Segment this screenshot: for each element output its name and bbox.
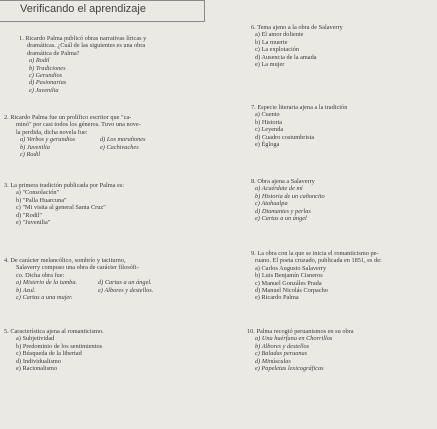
option-d[interactable]: d) Manuel Nicolás Corpacho bbox=[255, 287, 328, 295]
question-2 bbox=[4, 114, 145, 158]
option-a[interactable]: a) Rodil bbox=[29, 57, 50, 65]
option-e[interactable]: e) Égloga bbox=[255, 141, 280, 149]
option-c[interactable]: c) La explotación bbox=[255, 46, 300, 54]
option-d[interactable]: d) Diamantes y perlas bbox=[255, 207, 311, 215]
question-stem: Palma recogió peruanismos en su obra bbox=[256, 328, 354, 335]
option-c[interactable]: c) Atahualpa bbox=[255, 200, 288, 208]
option-b[interactable]: b) La muerte bbox=[255, 38, 288, 46]
option-b[interactable]: b) Predominio de los sentimientos bbox=[16, 342, 103, 350]
question-number: 8. bbox=[251, 178, 256, 185]
question-1 bbox=[19, 35, 146, 94]
option-b[interactable]: b) Azul. bbox=[16, 286, 36, 294]
option-e[interactable]: e) Juvenilia bbox=[29, 86, 59, 94]
option-b[interactable]: b) Luis Benjamín Cisneros bbox=[255, 272, 323, 280]
option-d[interactable]: d) Minúsculas bbox=[255, 357, 291, 365]
option-a[interactable]: a) Misterio de la tumba. bbox=[16, 279, 78, 287]
question-number: 4. bbox=[4, 257, 9, 264]
option-d[interactable]: d) Individualismo bbox=[16, 357, 61, 365]
option-e[interactable]: e) Ricardo Palma bbox=[255, 294, 299, 302]
question-stem: dramáticas. ¿Cuál de las siguientes es una obra bbox=[27, 42, 146, 50]
question-6 bbox=[251, 24, 343, 68]
option-c[interactable]: c) "Mi visita al general Santa Cruz" bbox=[16, 204, 106, 212]
question-4 bbox=[4, 257, 153, 301]
option-c[interactable]: c) Cartas a una mujer. bbox=[16, 294, 73, 302]
option-a[interactable]: a) Cuento bbox=[255, 111, 280, 119]
question-number: 3. bbox=[4, 182, 9, 189]
option-c[interactable]: c) Búsqueda de la libertad bbox=[16, 350, 82, 358]
option-d[interactable]: d) Cuadro costumbrista bbox=[255, 133, 315, 141]
option-b[interactable]: b) Historia de un cañoncito bbox=[255, 192, 325, 200]
question-stem: Salaverry compuso una obra de carácter filosófi- bbox=[16, 264, 139, 272]
question-number: 10. bbox=[247, 328, 255, 335]
option-d[interactable]: d) Los marañones bbox=[100, 136, 146, 144]
option-e[interactable]: e) Papeletas lexicográficas bbox=[255, 365, 324, 373]
question-number: 5. bbox=[4, 328, 9, 335]
question-stem: Tema ajeno a la obra de Salaverry bbox=[257, 24, 343, 31]
question-stem: De carácter melancólico, sombrío y taciturno, bbox=[10, 257, 126, 264]
option-e[interactable]: e) Albores y destellos. bbox=[98, 286, 154, 294]
question-stem: Ricardo Palma publicó obras narrativas líricas y bbox=[25, 35, 147, 42]
question-stem: La primera tradición publicada por Palma es: bbox=[10, 182, 124, 189]
question-stem: La obra con la que se inicia el romanticismo pe- bbox=[257, 250, 379, 257]
option-e[interactable]: e) Cachivaches bbox=[100, 143, 139, 151]
option-b[interactable]: b) Juvenilia bbox=[20, 143, 50, 151]
option-e[interactable]: e) "Juvenilia" bbox=[16, 219, 51, 227]
question-9 bbox=[251, 250, 382, 302]
option-c[interactable]: c) Manuel Gonzáles Prada bbox=[255, 279, 322, 287]
option-a[interactable]: a) Carlos Augusto Salaverry bbox=[255, 264, 327, 272]
question-number: 6. bbox=[251, 24, 256, 31]
question-stem: dramática de Palma? bbox=[27, 49, 80, 57]
option-b[interactable]: b) Historia bbox=[255, 118, 283, 126]
option-e[interactable]: e) Racionalismo bbox=[16, 365, 58, 373]
option-d[interactable]: d) Cartas a un ángel. bbox=[98, 279, 152, 287]
question-stem: Obra ajena a Salaverry bbox=[257, 178, 315, 185]
option-a[interactable]: a) "Consolación" bbox=[16, 189, 60, 197]
question-3 bbox=[4, 182, 124, 226]
option-a[interactable]: a) Una huérfana en Chorrillos bbox=[255, 335, 333, 343]
option-e[interactable]: e) La mujer bbox=[255, 61, 285, 69]
question-5 bbox=[4, 328, 104, 372]
question-number: 7. bbox=[251, 104, 256, 111]
section-header bbox=[0, 0, 205, 22]
option-d[interactable]: d) Pasionarias bbox=[29, 79, 67, 87]
question-stem: minó" por casi todos los géneros. Tuvo una nove- bbox=[16, 121, 141, 129]
option-b[interactable]: b) Tradiciones bbox=[29, 64, 66, 72]
option-c[interactable]: c) Rodil bbox=[20, 151, 41, 159]
option-e[interactable]: e) Cartas a un ángel bbox=[255, 215, 307, 223]
question-stem: Ricardo Palma fue un prolífico escritor que "ca- bbox=[10, 114, 132, 121]
question-stem: la perdida, dicha novela fue: bbox=[16, 128, 88, 136]
option-a[interactable]: a) Verbos y gerundios bbox=[20, 136, 76, 144]
question-number: 2. bbox=[4, 114, 9, 121]
option-a[interactable]: a) El amor doliente bbox=[255, 31, 304, 39]
option-c[interactable]: c) Baladas peruanas bbox=[255, 350, 308, 358]
option-b[interactable]: b) "Palla Huarcuna" bbox=[16, 196, 67, 204]
option-c[interactable]: c) Leyenda bbox=[255, 126, 284, 134]
question-stem: Característica ajena al romanticismo. bbox=[10, 328, 104, 335]
question-number: 9. bbox=[251, 250, 256, 257]
option-a[interactable]: a) Acuérdate de mí bbox=[255, 185, 303, 193]
section-title: Verificando el aprendizaje bbox=[20, 3, 146, 15]
question-stem: co. Dicha obra fue: bbox=[16, 271, 65, 279]
option-c[interactable]: c) Gerundios bbox=[29, 72, 63, 80]
option-d[interactable]: d) "Rodil" bbox=[16, 211, 42, 219]
option-b[interactable]: b) Albores y destellos bbox=[255, 342, 310, 350]
question-8 bbox=[251, 178, 325, 222]
question-stem: Especie literaria ajena a la tradición bbox=[257, 104, 348, 111]
question-7 bbox=[251, 104, 347, 148]
question-stem: ruano. El poeta cruzado, publicada en 1851, es de: bbox=[255, 257, 382, 265]
question-number: 1. bbox=[19, 35, 24, 42]
option-a[interactable]: a) Subjetividad bbox=[16, 335, 55, 343]
question-10 bbox=[247, 328, 354, 372]
option-d[interactable]: d) Ausencia de la amada bbox=[255, 53, 317, 61]
